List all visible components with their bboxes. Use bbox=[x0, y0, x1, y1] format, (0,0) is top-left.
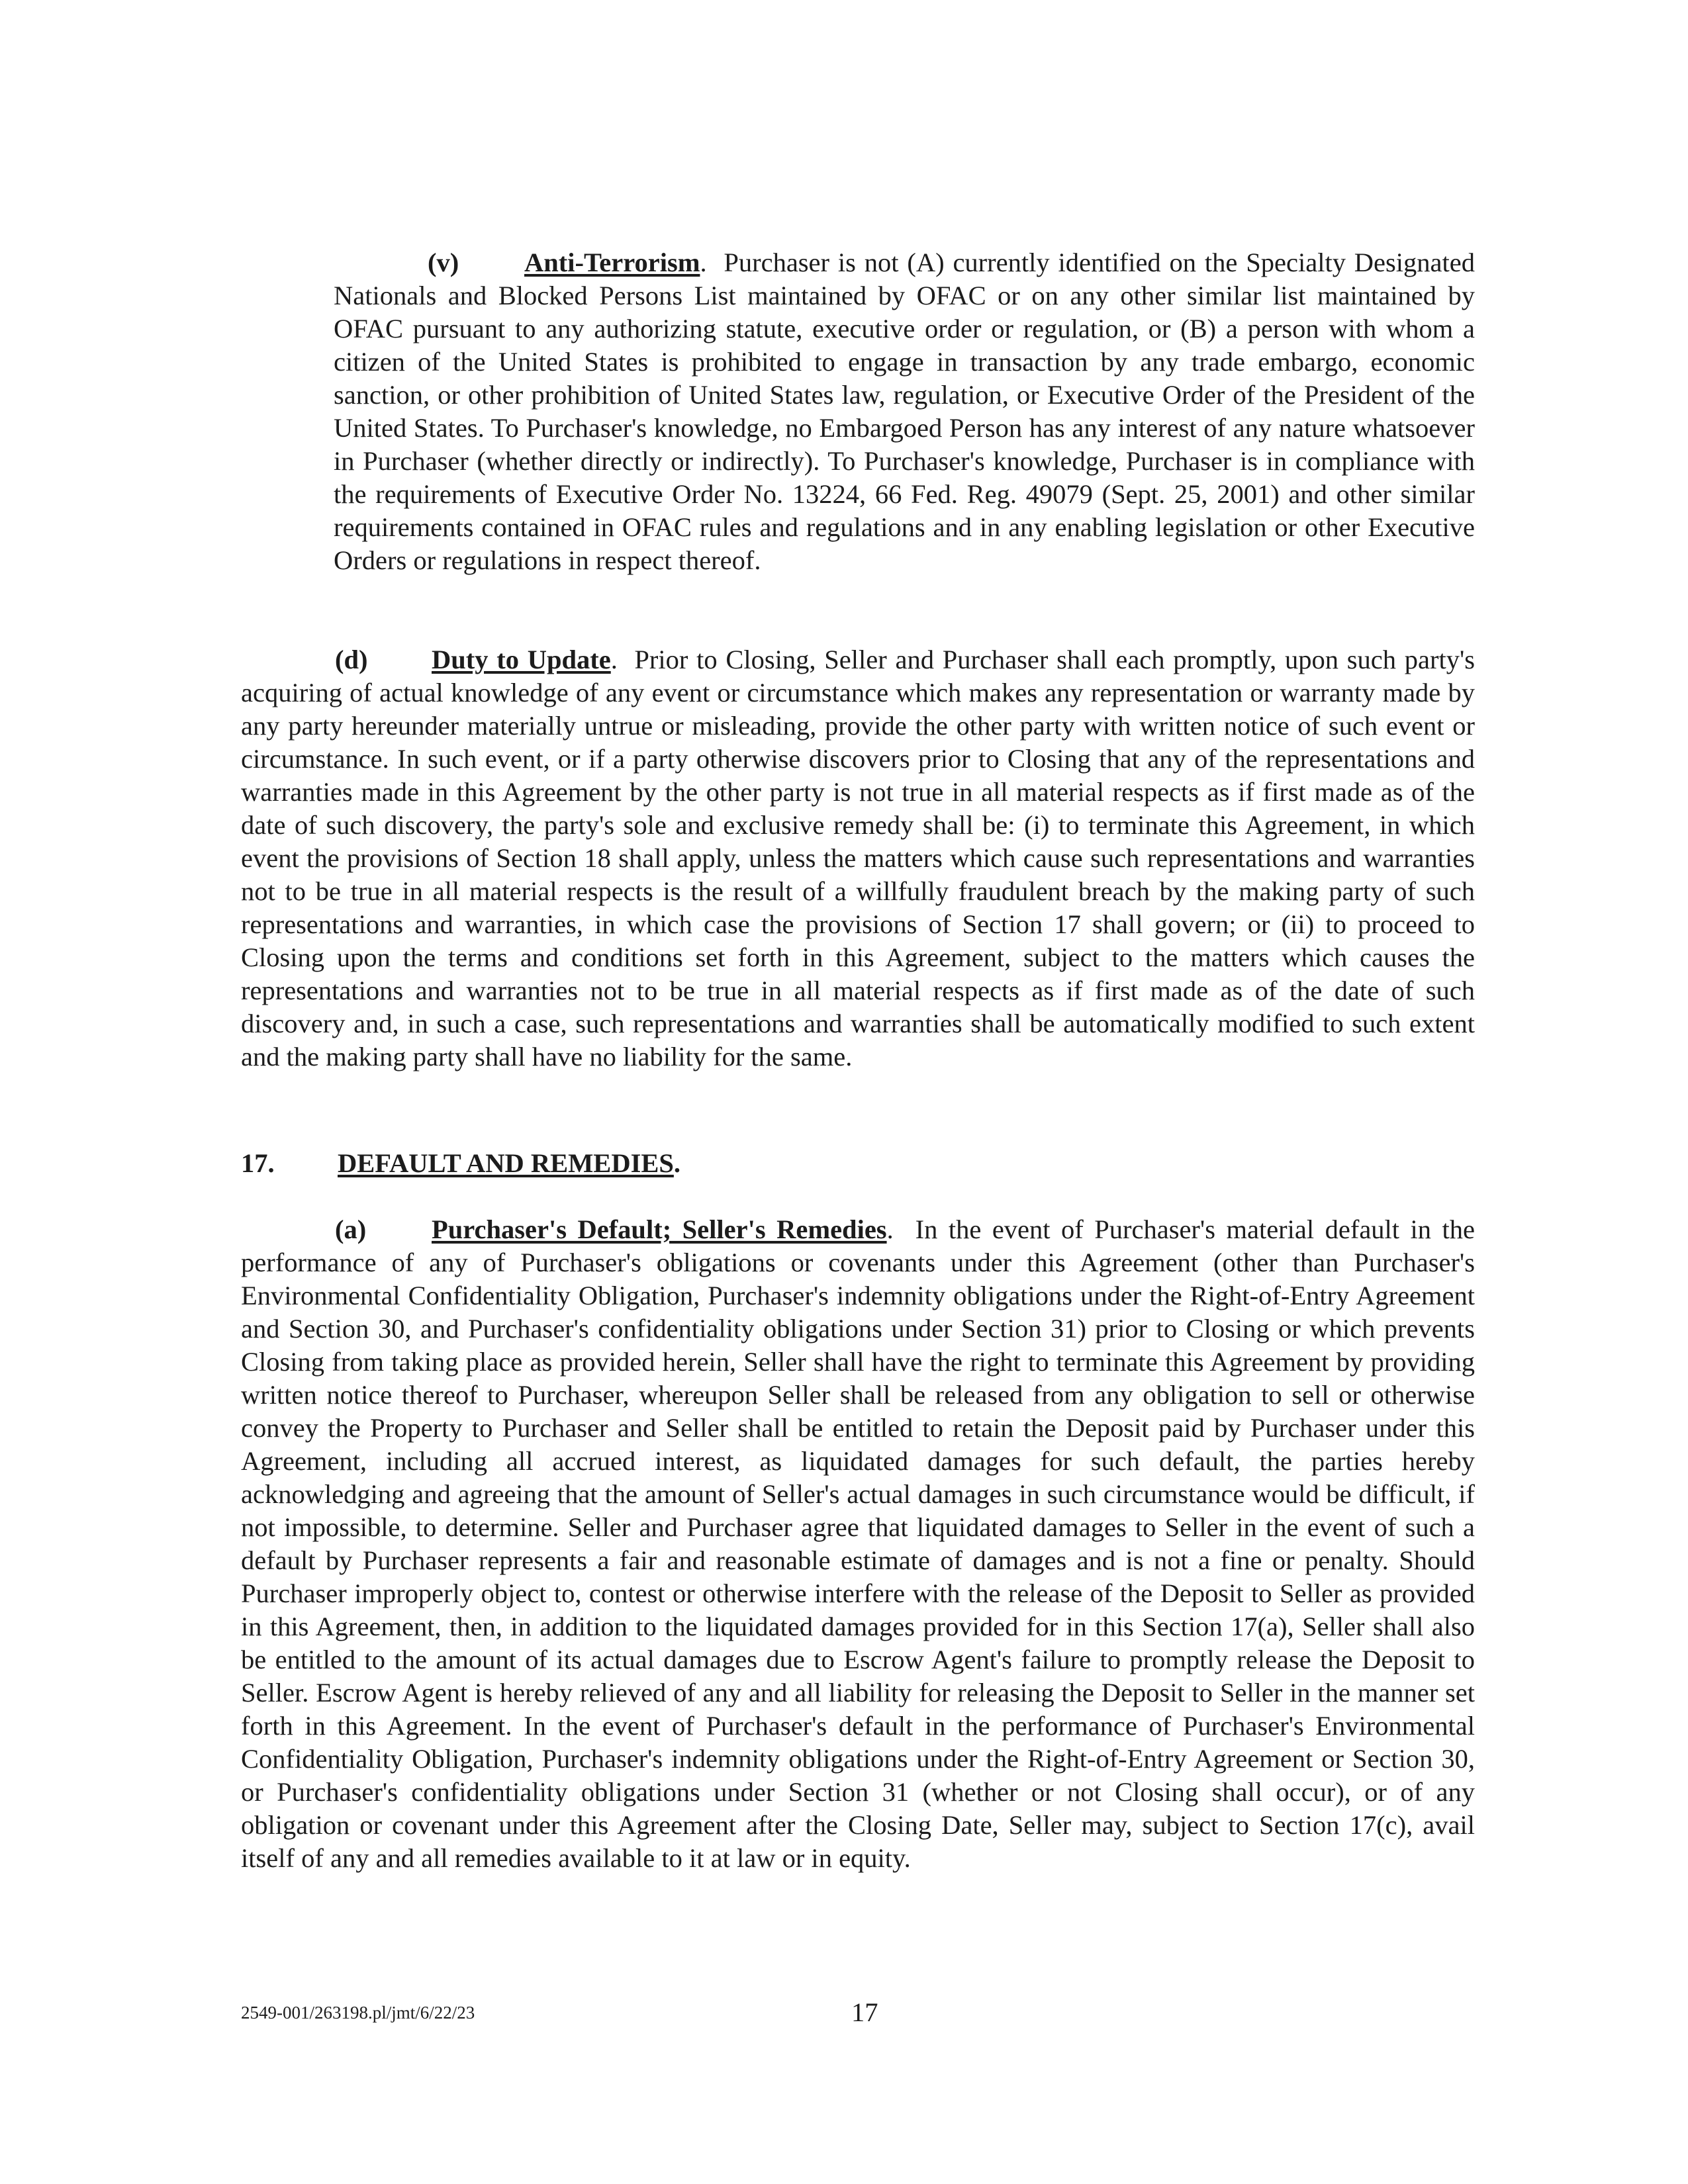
paragraph-v-anti-terrorism: (v) Anti-Terrorism. Purchaser is not (A) currently identified on the Specialty Designated Nationals and Blocked Persons List maintained by OFAC or on any other similar list maintained by OFAC pursuant to any authorizing statute, executive order or regulation, or (B) a person with whom a citizen of the United States is prohibited to engage in transaction by any trade embargo, economic sanction, or other prohibition of United States law, regulation, or Executive Order of the President of the United States. To Purchaser's knowledge, no Embargoed Person has any interest of any nature whatsoever in Purchaser (whether directly or indirectly). To Purchaser's knowledge, Purchaser is in compliance with the requirements of Executive Order No. 13224, 66 Fed. Reg. 49079 (Sept. 25, 2001) and other similar requirements contained in OFAC rules and regulations and in any enabling legislation or other Executive Orders or regulations in respect thereof. bbox=[334, 248, 1476, 575]
paragraph-heading: Anti-Terrorism bbox=[524, 248, 700, 277]
paragraph-d-duty-to-update: (d) Duty to Update. Prior to Closing, Seller and Purchaser shall each promptly, upon such party's acquiring of actual knowledge of any event or circumstance which makes any representation or warranty made by any party hereunder materially untrue or misleading, provide the other party with written notice of such event or circumstance. In such event, or if a party otherwise discovers prior to Closing that any of the representations and warranties made in this Agreement by the other party is not true in all material respects as if first made as of the date of such discovery, the party's sole and exclusive remedy shall be: (i) to terminate this Agreement, in which event the provisions of Section 18 shall apply, unless the matters which cause such representations and warranties not to be true in all material respects is the result of a willfully fraudulent breach by the making party of such representations and warranties, in which case the provisions of Section 17 shall govern; or (ii) to proceed to Closing upon the terms and conditions set forth in this Agreement, subject to the matters which causes the representations and warranties not to be true in all material respects as if first made as of the date of such discovery and, in such a case, such representations and warranties shall be automatically modified to such extent and the making party shall have no liability for the same. bbox=[241, 645, 1476, 1071]
paragraph-heading: Duty to Update bbox=[432, 645, 611, 674]
paragraph-number: (a) bbox=[335, 1214, 367, 1244]
section-title: DEFAULT AND REMEDIES bbox=[338, 1148, 674, 1178]
page-number: 17 bbox=[851, 1997, 878, 2027]
paragraph-number: (d) bbox=[335, 645, 368, 674]
paragraph-number: (v) bbox=[428, 248, 459, 277]
paragraph-heading: Purchaser's Default; Seller's Remedies bbox=[432, 1214, 887, 1244]
section-heading: 17. DEFAULT AND REMEDIES. bbox=[241, 1147, 680, 1180]
footer-document-code: 2549-001/263198.pl/jmt/6/22/23 bbox=[241, 2003, 475, 2023]
paragraph-body: In the event of Purchaser's material default in the performance of any of Purchaser's obligations or covenants under this Agreement (other than Purchaser's Environmental Confidentiality Obligation, Purchaser's indemnity obligations under the Right-of-Entry Agreement and Section 30, and Purchaser's confidentiality obligations under Section 31) prior to Closing or which prevents Closing from taking place as provided herein, Seller shall have the right to terminate this Agreement by providing written notice thereof to Purchaser, whereupon Seller shall be released from any obligation to sell or otherwise convey the Property to Purchaser and Seller shall be entitled to retain the Deposit paid by Purchaser under this Agreement, including all accrued interest, as liquidated damages for such default, the parties hereby acknowledging and agreeing that the amount of Seller's actual damages in such circumstance would be difficult, if not impossible, to determine. Seller and Purchaser agree that liquidated damages to Seller in the event of such a default by Purchaser represents a fair and reasonable estimate of damages and is not a fine or penalty. Should Purchaser improperly object to, contest or otherwise interfere with the release of the Deposit to Seller as provided in this Agreement, then, in addition to the liquidated damages provided for in this Section 17(a), Seller shall also be entitled to the amount of its actual damages due to Escrow Agent's failure to promptly release the Deposit to Seller. Escrow Agent is hereby relieved of any and all liability for releasing the Deposit to Seller in the manner set forth in this Agreement. In the event of Purchaser's default in the performance of Purchaser's Environmental Confidentiality Obligation, Purchaser's indemnity obligations under the Right-of-Entry Agreement or Section 30, or Purchaser's confidentiality obligations under Section 31 (whether or not Closing shall occur), or of any obligation or covenant under this Agreement after the Closing Date, Seller may, subject to Section 17(c), avail itself of any and all remedies available to it at law or in equity. bbox=[241, 1214, 1475, 1873]
section-number: 17. bbox=[241, 1148, 275, 1178]
paragraph-a-purchasers-default: (a) Purchaser's Default; Seller's Remedies. In the event of Purchaser's material default in the performance of any of Purchaser's obligations or covenants under this Agreement (other than Purchaser's Environmental Confidentiality Obligation, Purchaser's indemnity obligations under the Right-of-Entry Agreement and Section 30, and Purchaser's confidentiality obligations under Section 31) prior to Closing or which prevents Closing from taking place as provided herein, Seller shall have the right to terminate this Agreement by providing written notice thereof to Purchaser, whereupon Seller shall be released from any obligation to sell or otherwise convey the Property to Purchaser and Seller shall be entitled to retain the Deposit paid by Purchaser under this Agreement, including all accrued interest, as liquidated damages for such default, the parties hereby acknowledging and agreeing that the amount of Seller's actual damages in such circumstance would be difficult, if not impossible, to determine. Seller and Purchaser agree that liquidated damages to Seller in the event of such a default by Purchaser represents a fair and reasonable estimate of damages and is not a fine or penalty. Should Purchaser improperly object to, contest or otherwise interfere with the release of the Deposit to Seller as provided in this Agreement, then, in addition to the liquidated damages provided for in this Section 17(a), Seller shall also be entitled to the amount of its actual damages due to Escrow Agent's failure to promptly release the Deposit to Seller. Escrow Agent is hereby relieved of any and all liability for releasing the Deposit to Seller in the manner set forth in this Agreement. In the event of Purchaser's default in the performance of Purchaser's Environmental Confidentiality Obligation, Purchaser's indemnity obligations under the Right-of-Entry Agreement or Section 30, or Purchaser's confidentiality obligations under Section 31 (whether or not Closing shall occur), or of any obligation or covenant under this Agreement after the Closing Date, Seller may, subject to Section 17(c), avail itself of any and all remedies available to it at law or in equity. bbox=[241, 1214, 1475, 1873]
paragraph-body: Prior to Closing, Seller and Purchaser shall each promptly, upon such party's acquiring of actual knowledge of any event or circumstance which makes any representation or warranty made by any party hereunder materially untrue or misleading, provide the other party with written notice of such event or circumstance. In such event, or if a party otherwise discovers prior to Closing that any of the representations and warranties made in this Agreement by the other party is not true in all material respects as if first made as of the date of such discovery, the party's sole and exclusive remedy shall be: (i) to terminate this Agreement, in which event the provisions of Section 18 shall apply, unless the matters which cause such representations and warranties not to be true in all material respects is the result of a willfully fraudulent breach by the making party of such representations and warranties, in which case the provisions of Section 17 shall govern; or (ii) to proceed to Closing upon the terms and conditions set forth in this Agreement, subject to the matters which causes the representations and warranties not to be true in all material respects as if first made as of the date of such discovery and, in such a case, such representations and warranties shall be automatically modified to such extent and the making party shall have no liability for the same. bbox=[241, 645, 1476, 1071]
paragraph-body: Purchaser is not (A) currently identified on the Specialty Designated Nationals and Blocked Persons List maintained by OFAC or on any other similar list maintained by OFAC pursuant to any authorizing statute, executive order or regulation, or (B) a person with whom a citizen of the United States is prohibited to engage in transaction by any trade embargo, economic sanction, or other prohibition of United States law, regulation, or Executive Order of the President of the United States. To Purchaser's knowledge, no Embargoed Person has any interest of any nature whatsoever in Purchaser (whether directly or indirectly). To Purchaser's knowledge, Purchaser is in compliance with the requirements of Executive Order No. 13224, 66 Fed. Reg. 49079 (Sept. 25, 2001) and other similar requirements contained in OFAC rules and regulations and in any enabling legislation or other Executive Orders or regulations in respect thereof. bbox=[334, 248, 1476, 575]
